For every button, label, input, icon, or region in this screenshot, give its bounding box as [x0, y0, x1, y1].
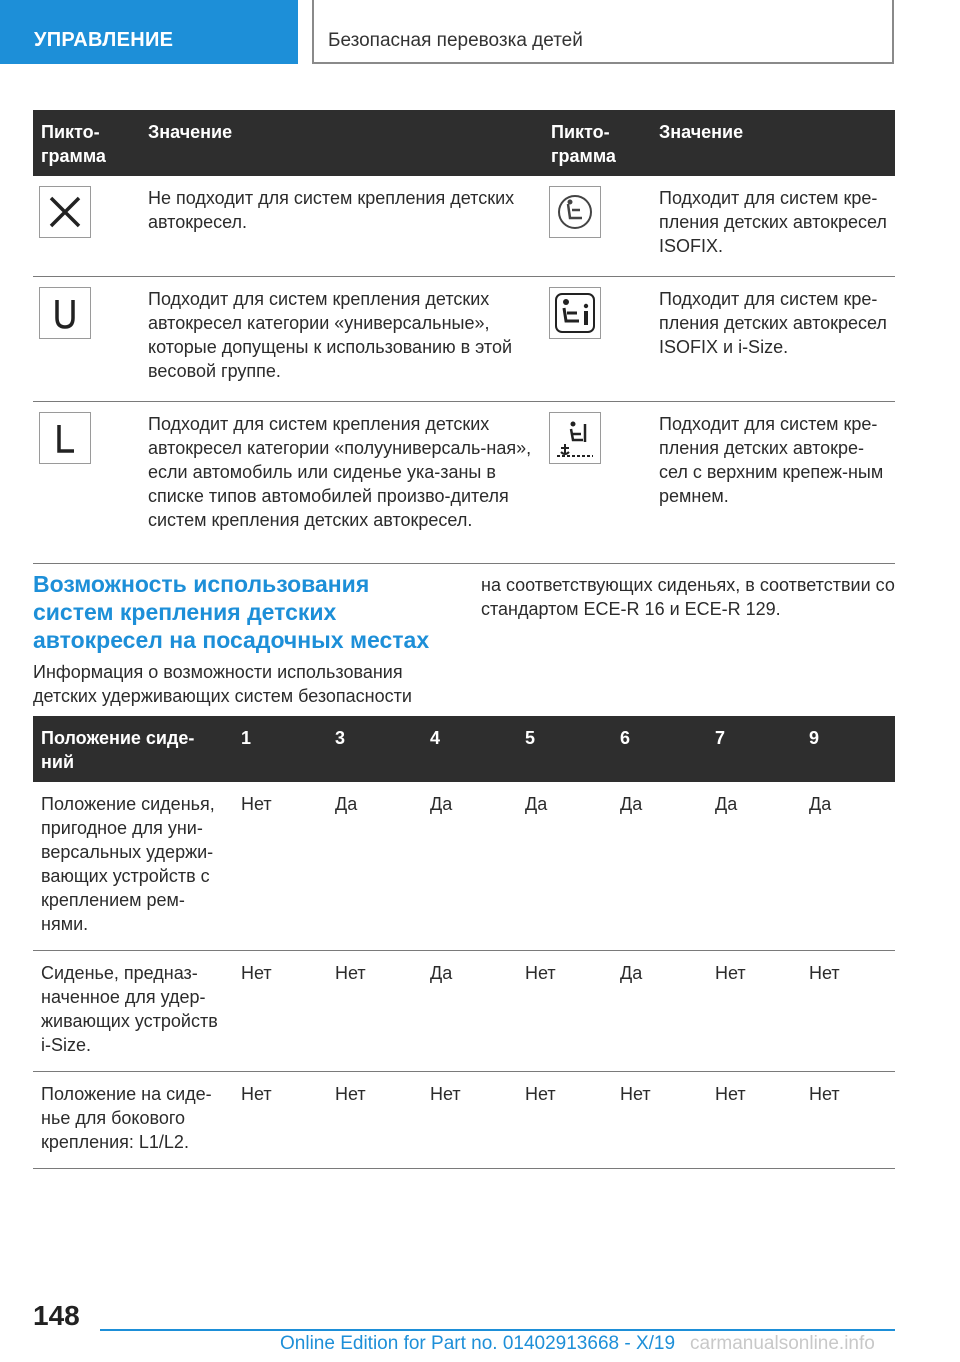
section-tab — [0, 0, 298, 64]
table-cell: Нет — [517, 1072, 612, 1169]
table-cell: Да — [327, 782, 422, 951]
pictogram-cell — [543, 176, 651, 277]
table-row — [33, 277, 895, 402]
letter-l-icon — [39, 412, 91, 464]
table-cell: Нет — [422, 1072, 517, 1169]
table-cell: Нет — [233, 1072, 327, 1169]
watermark: carmanualsonline.info — [690, 1333, 875, 1354]
isofix-seat-icon — [549, 186, 601, 238]
top-tether-icon — [549, 412, 601, 464]
row-label: Положение на сиде-нье для бокового крепления: L1/L2. — [33, 1072, 233, 1169]
letter-u-icon — [39, 287, 91, 339]
column-header: 9 — [801, 716, 895, 782]
column-header: Значение — [140, 110, 543, 176]
table-cell: Нет — [233, 782, 327, 951]
section-paragraph: Информация о возможности использования детских удерживающих систем безопасности — [33, 662, 412, 706]
table-cell: Нет — [801, 1072, 895, 1169]
edition-note: Online Edition for Part no. 01402913668 - X/19 — [280, 1333, 676, 1354]
section-label: УПРАВЛЕНИЕ — [34, 29, 174, 51]
column-header: Пикто-грамма — [33, 110, 140, 176]
column-header: 4 — [422, 716, 517, 782]
pictogram-table — [33, 110, 895, 564]
table-row — [33, 1072, 895, 1169]
table-cell: Да — [422, 782, 517, 951]
cross-icon — [39, 186, 91, 238]
pictogram-cell — [33, 277, 140, 402]
pictogram-cell — [543, 277, 651, 402]
table-cell: Нет — [517, 951, 612, 1072]
table-header-row — [33, 716, 895, 782]
column-header: 1 — [233, 716, 327, 782]
table-cell: Нет — [327, 951, 422, 1072]
table-cell: Да — [801, 782, 895, 951]
meaning-cell: Подходит для систем кре-пления детских автокресел ISOFIX. — [651, 176, 895, 277]
row-label: Положение сиденья, пригодное для уни-версальных удержи-вающих устройств с креплением рем-нями. — [33, 782, 233, 951]
section-paragraph-continued: на соответствующих сиденьях, в соответствии со стандартом ECE-R 16 и ECE-R 129. — [481, 575, 895, 619]
page-title: Безопасная перевозка детей — [328, 30, 583, 51]
table-header-row — [33, 110, 895, 176]
column-header: Значение — [651, 110, 895, 176]
pictogram-cell — [543, 402, 651, 564]
page-header — [312, 0, 894, 64]
column-header: 7 — [707, 716, 801, 782]
footer-divider — [100, 1329, 895, 1331]
meaning-cell: Подходит для систем крепления детских автокресел категории «универсальные», которые допущены к использованию в этой весовой группе. — [140, 277, 543, 402]
row-label: Сиденье, предназ-наченное для удер-живающих устройств i-Size. — [33, 951, 233, 1072]
seat-positions-table — [33, 716, 895, 1169]
column-header: 5 — [517, 716, 612, 782]
table-row — [33, 402, 895, 564]
table-cell: Нет — [233, 951, 327, 1072]
column-header: Положение сиде-ний — [33, 716, 233, 782]
table-cell: Да — [707, 782, 801, 951]
meaning-cell: Подходит для систем крепления детских автокресел категории «полууниверсаль-ная», если автомобиль или сиденье ука-заны в списке типов автомобилей произво-дителя систем крепления детских автокресел. — [140, 402, 543, 564]
table-cell: Нет — [801, 951, 895, 1072]
table-row — [33, 176, 895, 277]
table-row — [33, 951, 895, 1072]
table-row — [33, 782, 895, 951]
column-header: 6 — [612, 716, 707, 782]
table-cell: Да — [422, 951, 517, 1072]
pictogram-cell — [33, 176, 140, 277]
table-cell: Нет — [707, 1072, 801, 1169]
table-cell: Да — [612, 951, 707, 1072]
column-header: Пикто-грамма — [543, 110, 651, 176]
meaning-cell: Подходит для систем кре-пления детских автокресел ISOFIX и i-Size. — [651, 277, 895, 402]
table-cell: Да — [517, 782, 612, 951]
table-cell: Нет — [612, 1072, 707, 1169]
meaning-cell: Подходит для систем кре-пления детских автокре-сел с верхним крепеж-ным ремнем. — [651, 402, 895, 564]
page-number: 148 — [33, 1300, 80, 1331]
isize-seat-icon — [549, 287, 601, 339]
column-header: 3 — [327, 716, 422, 782]
pictogram-cell — [33, 402, 140, 564]
meaning-cell: Не подходит для систем крепления детских автокресел. — [140, 176, 543, 277]
table-cell: Да — [612, 782, 707, 951]
table-cell: Нет — [707, 951, 801, 1072]
section-heading: Возможность использования систем крепления детских автокресел на посадочных местах — [33, 571, 430, 653]
table-cell: Нет — [327, 1072, 422, 1169]
